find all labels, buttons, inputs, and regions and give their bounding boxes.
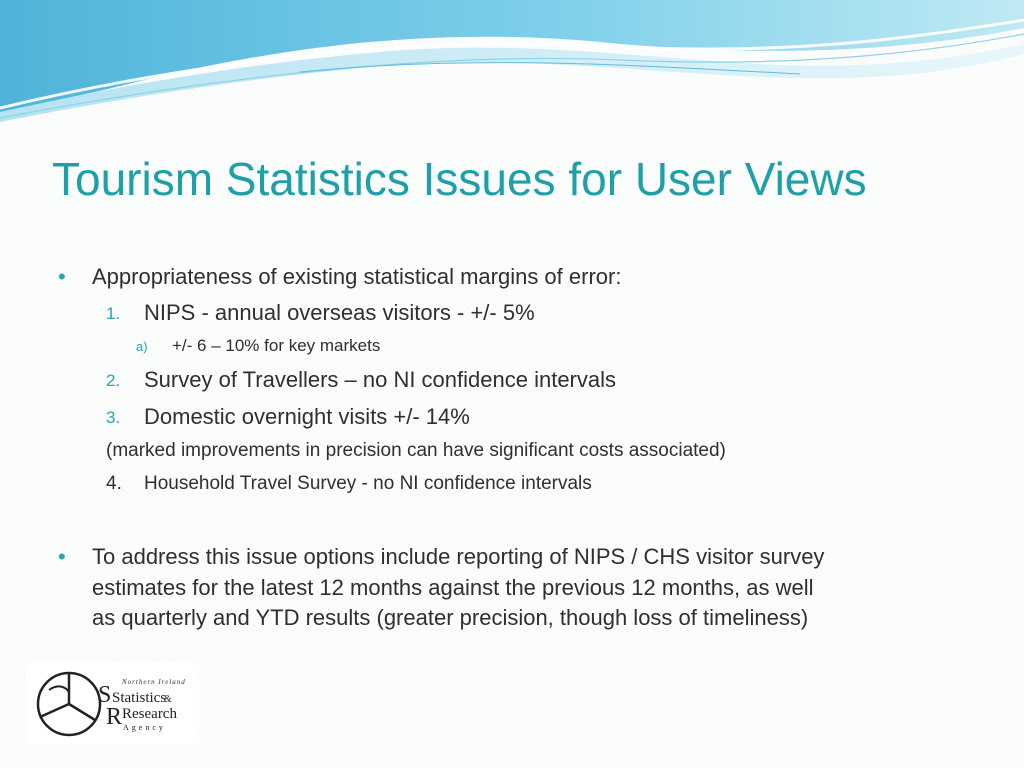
nisra-logo-mark xyxy=(27,662,199,744)
list-item-text: Household Travel Survey - no NI confidence intervals xyxy=(144,473,592,494)
bullet-text-line: To address this issue options include reporting of NIPS / CHS visitor survey xyxy=(92,544,825,569)
bullet-marker: • xyxy=(58,544,66,569)
list-item-number: 2. xyxy=(106,371,121,390)
bullet-marker: • xyxy=(58,264,66,289)
logo-text-agency: Agency xyxy=(123,723,166,732)
svg-text:S: S xyxy=(98,682,112,708)
list-item-text: NIPS - annual overseas visitors - +/- 5% xyxy=(144,300,535,325)
sub-item-marker: a) xyxy=(136,339,148,354)
list-item-number: 1. xyxy=(106,304,121,323)
slide-title: Tourism Statistics Issues for User Views xyxy=(52,153,867,205)
list-item-number: 3. xyxy=(106,408,121,427)
nisra-logo xyxy=(27,662,199,744)
bullet-text-line: as quarterly and YTD results (greater precision, though loss of timeliness) xyxy=(92,605,809,630)
list-item-number: 4. xyxy=(106,473,122,494)
logo-text-amp: & xyxy=(164,694,172,705)
svg-text:R: R xyxy=(106,704,123,730)
logo-text-line1: Northern Ireland xyxy=(122,678,186,686)
bullet-text: Appropriateness of existing statistical margins of error: xyxy=(92,264,622,289)
bullet-text-line: estimates for the latest 12 months against the previous 12 months, as well xyxy=(92,575,814,600)
logo-text-statistics: Statistics xyxy=(112,690,167,706)
list-item-text: Survey of Travellers – no NI confidence intervals xyxy=(144,367,617,392)
logo-text-research: Research xyxy=(122,706,177,722)
list-note: (marked improvements in precision can have significant costs associated) xyxy=(106,440,726,461)
list-item-text: Domestic overnight visits +/- 14% xyxy=(144,404,470,429)
sub-item-text: +/- 6 – 10% for key markets xyxy=(172,336,381,355)
